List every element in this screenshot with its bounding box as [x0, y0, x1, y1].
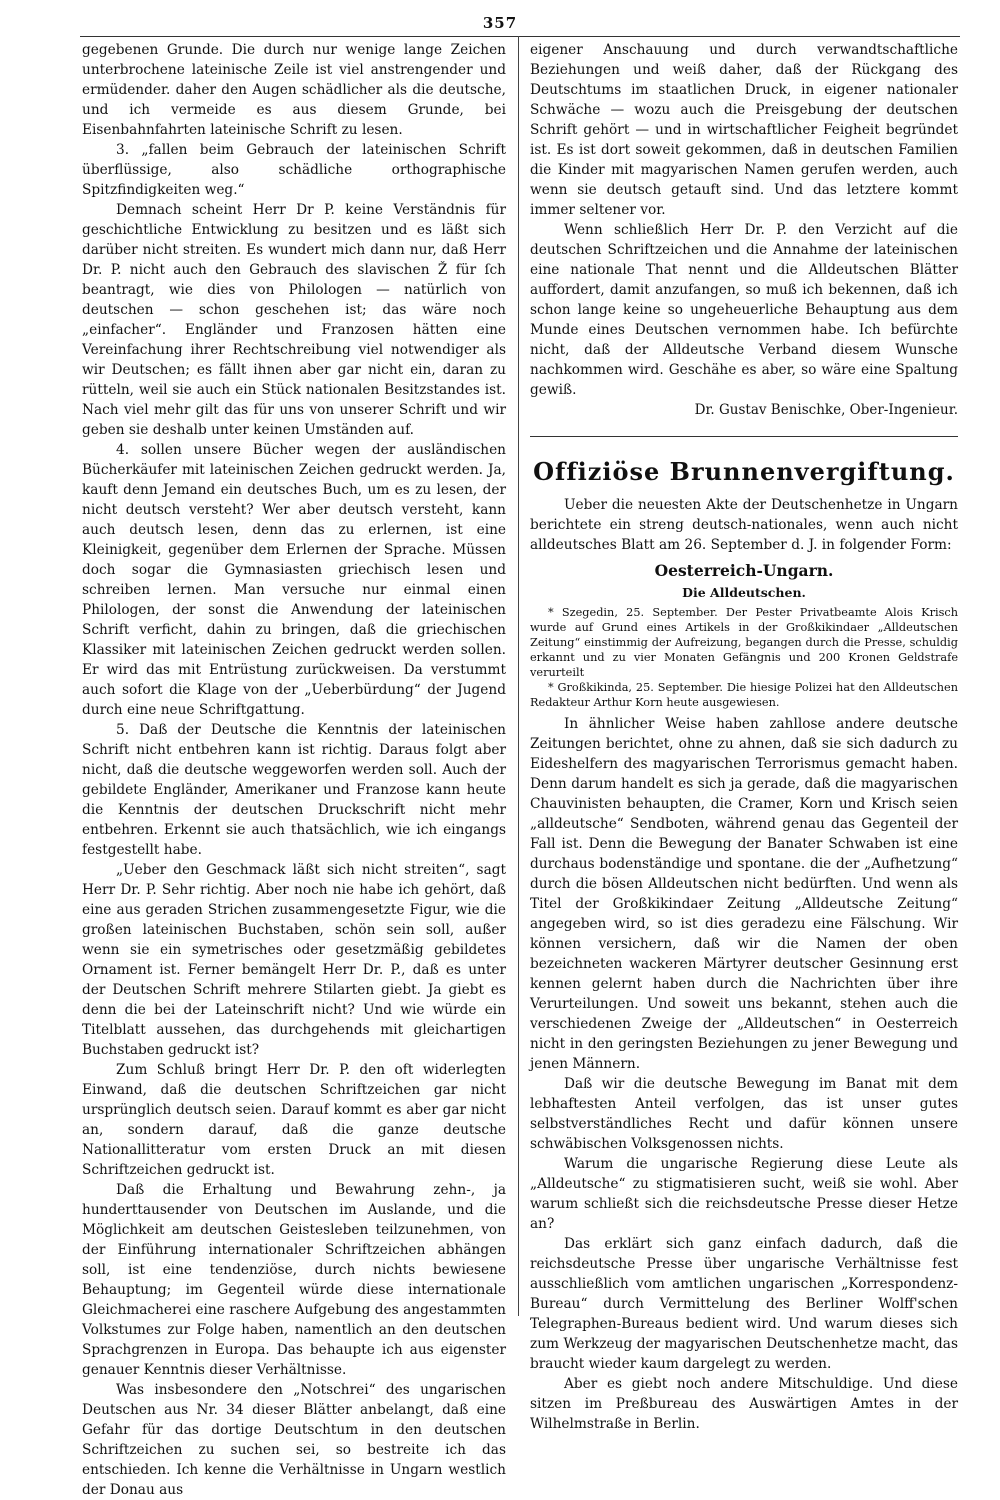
author-signature: Dr. Gustav Benischke, Ober-Ingenieur. [694, 402, 958, 418]
paragraph: Wenn schließlich Herr Dr. P. den Verzicht auf die deutschen Schriftzeichen und die Annahme der lateinischen eine nationale That nennt und die Alldeutschen Blätter auffordert, damit anzufangen, so muß ich bekennen, daß ich schon lange keine so ungeheuerliche Behauptung aus dem Munde eines Deutschen vernommen habe. Ich befürchte nicht, daß der Alldeutsche Verband diesem Wunsche nachkommen wird. Geschähe es aber, so wäre eine Spaltung gewiß. [530, 222, 958, 398]
news-report: * Großkikinda, 25. September. Die hiesige Polizei hat den Alldeutschen Redakteur Arthur Korn heute ausgewiesen. [530, 681, 958, 709]
sub-heading: Die Alldeutschen. [682, 585, 806, 600]
paragraph: Warum die ungarische Regierung diese Leute als „Alldeutsche“ zu stigmatisieren sucht, weiß sie wohl. Aber warum schließt sich die reichsdeutsche Presse dieser Hetze an? [530, 1156, 958, 1232]
paragraph: 4. sollen unsere Bücher wegen der ausländischen Bücherkäufer mit lateinischen Zeichen gedruckt werden. Ja, kauft denn Jemand ein deutsches Buch, um es zu lesen, der nicht deutsch versteht? Wer aber deutsch versteht, kann auch deutsch lesen, denn das zu erlernen, ist eine Kleinigkeit, gegenüber dem Erlernen der Sprache. Müssen doch sogar die Gymnasiasten griechisch lesen und schreiben lernen. Man versuche nur einmal einen Philologen, der sonst die Anwendung der lateinischen Schrift verficht, dahin zu bringen, daß die griechischen Klassiker mit lateinischen Zeichen gedruckt werden sollen. Er wird das mit Entrüstung zurückweisen. Da verstummt auch sofort die Klage von der „Ueberbürdung“ der Jugend durch eine neue Schriftgattung. [82, 442, 506, 718]
paragraph: 3. „fallen beim Gebrauch der lateinischen Schrift überflüssige, also schädliche orthographische Spitzfindigkeiten weg.“ [82, 142, 506, 198]
header-rule [80, 36, 960, 37]
news-reports [530, 605, 958, 710]
paragraph: Zum Schluß bringt Herr Dr. P. den oft widerlegten Einwand, daß die deutschen Schriftzeichen gar nicht ursprünglich deutsch seien. Darauf kommt es aber gar nicht an, sondern darauf, daß die ganze deutsche Nationallitteratur vom ersten Druck an mit diesen Schriftzeichen gedruckt ist. [82, 1062, 506, 1178]
paragraph: eigener Anschauung und durch verwandtschaftliche Beziehungen und weiß daher, daß der Rückgang des Deutschtums im staatlichen Druck, in eigener nationaler Schwäche — wozu auch die Preisgebung der deutschen Schrift gehört — und in wirtschaftlicher Feigheit begründet ist. Es ist dort soweit gekommen, daß in deutschen Familien die Kinder mit magyarischen Namen gerufen werden, auch wenn sie deutsch getauft sind. Und das letztere kommt immer seltener vor. [530, 42, 958, 218]
paragraph: Daß die Erhaltung und Bewahrung zehn-, ja hunderttausender von Deutschen im Auslande, und die Möglichkeit am deutschen Geistesleben teilzunehmen, von der Einführung internationaler Schriftzeichen abhängen soll, ist eine tendenziöse, durch nichts bewiesene Behauptung; im Gegenteil würde diese internationale Gleichmacherei eine raschere Aufgebung des angestammten Volkstumes zur Folge haben, namentlich an den deutschen Sprachgrenzen in Europa. Das behaupte ich aus eigenster genauer Kenntnis dieser Verhältnisse. [82, 1182, 506, 1378]
article-title: Offiziöse Brunnenvergiftung. [533, 457, 955, 486]
paragraph: Was insbesondere den „Notschrei“ des ungarischen Deutschen aus Nr. 34 dieser Blätter anbelangt, daß eine Gefahr für das dortige Deutschtum in den deutschen Schriftzeichen zu suchen sei, so bestreite ich das entschieden. Ich kenne die Verhältnisse in Ungarn westlich der Donau aus [82, 1382, 506, 1498]
paragraph: 5. Daß der Deutsche die Kenntnis der lateinischen Schrift nicht entbehren kann ist richtig. Daraus folgt aber nicht, daß die deutsche weggeworfen werden soll. Auch der gebildete Engländer, Amerikaner und Franzose kann heute die Kenntnis der deutschen Druckschrift nicht mehr entbehren. Erkennt sie auch thatsächlich, wie ich eingangs festgestellt habe. [82, 722, 506, 858]
column-divider [518, 36, 519, 1316]
paragraph: In ähnlicher Weise haben zahllose andere deutsche Zeitungen berichtet, ohne zu ahnen, daß sie sich dadurch zu Eideshelfern des magyarischen Terrorismus gemacht haben. Denn darum handelt es sich ja gerade, daß die magyarischen Chauvinisten behaupten, die Cramer, Korn und Krisch seien „alldeutsche“ Sendboten, während genau das Gegenteil der Fall ist. Denn die Bewegung der Banater Schwaben ist eine durchaus bodenständige und spontane. die der „Aufhetzung“ durch die bösen Alldeutschen nicht bedürften. Und wenn als Titel der Großkikindaer Zeitung „Alldeutsche Zeitung“ angegeben wird, so ist dies geradezu eine Fälschung. Wir können versichern, daß wir die Namen der oben bezeichneten wackeren Märtyrer deutscher Gesinnung erst kennen gelernt haben durch die Nachrichten über ihre Verurteilungen. Und soweit uns bekannt, stehen auch die verschiedenen Zweige der „Alldeutschen“ in Oesterreich nicht in den geringsten Beziehungen zu jener Bewegung und jenen Männern. [530, 716, 958, 1072]
right-column [530, 40, 958, 1432]
article-separator [530, 436, 958, 437]
page-number: 357 [482, 14, 518, 32]
paragraph: Das erklärt sich ganz einfach dadurch, daß die reichsdeutsche Presse über ungarische Verhältnisse fest ausschließlich vom amtlichen ungarischen „Korrespondenz-Bureau“ durch Vermittelung des Berliner Wolff'schen Telegraphen-Bureaus bedient wird. Und warum dieses sich zum Werkzeug der magyarischen Deutschenhetze macht, das braucht wieder kaum dargelegt zu werden. [530, 1236, 958, 1372]
paragraph: „Ueber den Geschmack läßt sich nicht streiten“, sagt Herr Dr. P. Sehr richtig. Aber noch nie habe ich gehört, daß eine aus geraden Strichen zusammengesetzte Figur, wie die großen lateinischen Buchstaben, schön sein soll, außer wenn sie ein symetrisches oder gesetzmäßig gebildetes Ornament ist. Ferner bemängelt Herr Dr. P., daß es unter der Deutschen Schrift mehrere Stilarten giebt. Ja giebt es denn die bei der Lateinschrift nicht? Und wie würde ein Titelblatt aussehen, das durchgehends mit gleichartigen Buchstaben gedruckt ist? [82, 862, 506, 1058]
paragraph: gegebenen Grunde. Die durch nur wenige lange Zeichen unterbrochene lateinische Zeile ist viel anstrengender und ermüdender. daher den Augen schädlicher als die deutsche, und ich vermeide es aus diesem Grunde, bei Eisenbahnfahrten lateinische Schrift zu lesen. [82, 42, 506, 138]
paragraph: Ueber die neuesten Akte der Deutschenhetze in Ungarn berichtete ein streng deutsch-nationales, wenn auch nicht alldeutsches Blatt am 26. September d. J. in folgender Form: [530, 497, 958, 553]
paragraph: Demnach scheint Herr Dr P. keine Verständnis für geschichtliche Entwicklung zu besitzen und es läßt sich darüber nicht streiten. Es wundert mich dann nur, daß Herr Dr. P. nicht auch den Gebrauch des slavischen Ž für ſch beantragt, wie dies von Philologen — natürlich von deutschen — schon geschehen ist; das wäre noch „einfacher“. Engländer und Franzosen hätten eine Vereinfachung ihrer Rechtschreibung viel notwendiger als wir Deutschen; es fällt ihnen aber gar nicht ein, daran zu rütteln, weil sie auch ein Stück nationalen Besitzstandes ist. Nach viel mehr gilt das für uns von unserer Schrift und wir geben sie deshalb unter keinen Umständen auf. [82, 202, 506, 438]
paragraph: Aber es giebt noch andere Mitschuldige. Und diese sitzen im Preßbureau des Auswärtigen Amtes in der Wilhelmstraße in Berlin. [530, 1376, 958, 1432]
paragraph: Daß wir die deutsche Bewegung im Banat mit dem lebhaftesten Anteil verfolgen, das ist unser gutes selbstverständliches Recht und dafür können unsere schwäbischen Volksgenossen nichts. [530, 1076, 958, 1152]
section-heading: Oesterreich-Ungarn. [654, 561, 834, 580]
news-report: * Szegedin, 25. September. Der Pester Privatbeamte Alois Krisch wurde auf Grund eines Artikels in der Großkikindaer „Alldeutschen Zeitung“ einstimmig der Aufreizung, begangen durch die Presse, schuldig erkannt und zu vier Monaten Gefängnis und 200 Kronen Geldstrafe verurteilt [530, 606, 958, 679]
left-column [82, 40, 506, 1498]
